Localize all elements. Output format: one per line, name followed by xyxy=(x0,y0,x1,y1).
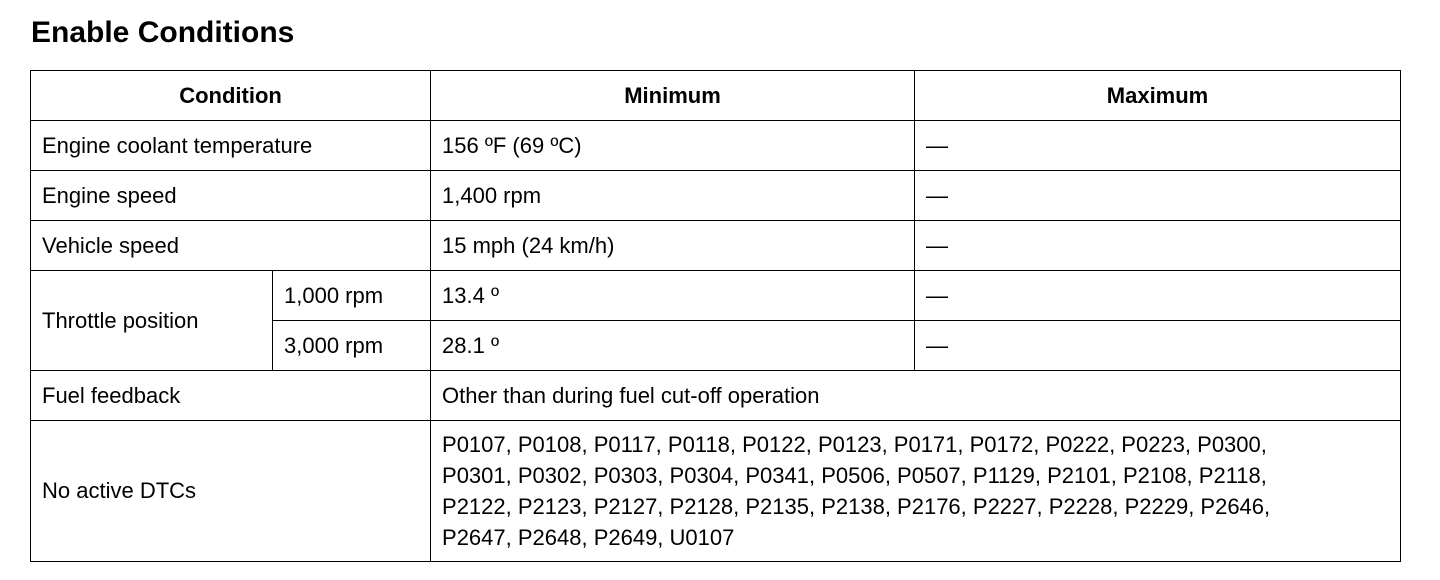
table-header-row xyxy=(31,71,1401,121)
fuel-feedback-value: Other than during fuel cut-off operation xyxy=(431,371,1401,421)
table-row xyxy=(31,121,1401,171)
header-minimum: Minimum xyxy=(431,71,915,121)
throttle-speed-cell: 1,000 rpm xyxy=(273,271,431,321)
condition-cell-throttle: Throttle position xyxy=(31,271,273,371)
minimum-cell: 15 mph (24 km/h) xyxy=(431,221,915,271)
minimum-cell: 28.1 º xyxy=(431,321,915,371)
maximum-cell: — xyxy=(915,221,1401,271)
maximum-cell: — xyxy=(915,271,1401,321)
condition-cell: No active DTCs xyxy=(31,421,431,562)
table-row xyxy=(31,171,1401,221)
condition-cell: Vehicle speed xyxy=(31,221,431,271)
minimum-cell: 13.4 º xyxy=(431,271,915,321)
header-maximum: Maximum xyxy=(915,71,1401,121)
condition-cell: Engine speed xyxy=(31,171,431,221)
condition-cell: Engine coolant temperature xyxy=(31,121,431,171)
dtc-line: P2647, P2648, P2649, U0107 xyxy=(442,525,735,550)
enable-conditions-table xyxy=(30,70,1401,562)
table-row xyxy=(31,271,1401,321)
condition-cell: Fuel feedback xyxy=(31,371,431,421)
minimum-cell: 156 ºF (69 ºC) xyxy=(431,121,915,171)
table-row xyxy=(31,221,1401,271)
maximum-cell: — xyxy=(915,121,1401,171)
page-title: Enable Conditions xyxy=(31,16,295,49)
table-row xyxy=(31,371,1401,421)
dtc-list-cell xyxy=(431,421,1401,562)
minimum-cell: 1,400 rpm xyxy=(431,171,915,221)
maximum-cell: — xyxy=(915,171,1401,221)
dtc-list xyxy=(442,425,1389,557)
header-condition: Condition xyxy=(31,71,431,121)
table-row xyxy=(31,421,1401,562)
maximum-cell: — xyxy=(915,321,1401,371)
dtc-line: P2122, P2123, P2127, P2128, P2135, P2138, P2176, P2227, P2228, P2229, P2646, xyxy=(442,494,1271,519)
throttle-speed-cell: 3,000 rpm xyxy=(273,321,431,371)
dtc-line: P0107, P0108, P0117, P0118, P0122, P0123, P0171, P0172, P0222, P0223, P0300, xyxy=(442,432,1267,457)
dtc-line: P0301, P0302, P0303, P0304, P0341, P0506, P0507, P1129, P2101, P2108, P2118, xyxy=(442,463,1267,488)
